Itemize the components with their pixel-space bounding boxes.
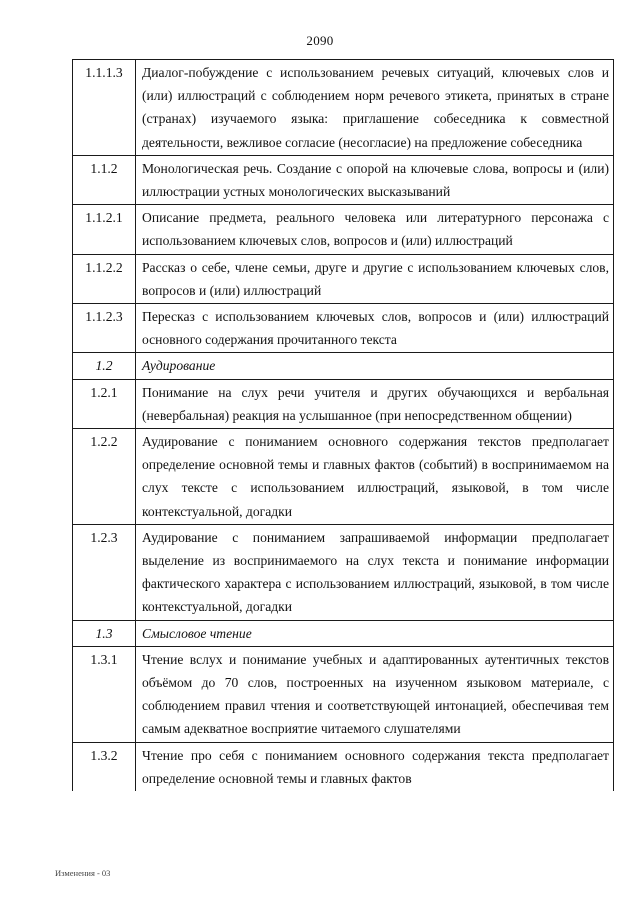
item-description: Диалог-побуждение с использованием речевых ситуаций, ключевых слов и (или) иллюстраций с соблюдением норм речевого этикета, принятых в стране (странах) изучаемого языка: приглашение собеседника к совместной деятельности, вежливое согласие (несогласие) на предложение собеседника xyxy=(136,60,614,156)
item-number: 1.3.1 xyxy=(73,646,136,742)
item-number: 1.1.1.3 xyxy=(73,60,136,156)
item-description: Чтение вслух и понимание учебных и адаптированных аутентичных текстов объёмом до 70 слов, построенных на изученном языковом материале, с соблюдением правил чтения и соответствующей интонацией, обеспечивая тем самым адекватное восприятие читаемого слушателями xyxy=(136,646,614,742)
table-row xyxy=(73,379,614,428)
table-row xyxy=(73,524,614,620)
item-number: 1.2.1 xyxy=(73,379,136,428)
section-title: Аудирование xyxy=(136,353,614,379)
page-number: 2090 xyxy=(306,33,334,48)
table-row xyxy=(73,742,614,791)
table-row xyxy=(73,646,614,742)
item-description: Описание предмета, реального человека или литературного персонажа с использованием ключевых слов, вопросов и (или) иллюстраций xyxy=(136,205,614,254)
section-header-row xyxy=(73,353,614,379)
item-number: 1.3.2 xyxy=(73,742,136,791)
section-header-row xyxy=(73,620,614,646)
table-row xyxy=(73,60,614,156)
item-description: Аудирование с пониманием основного содержания текстов предполагает определение основной темы и главных фактов (событий) в воспринимаемом на слух тексте с использованием иллюстраций, языковой, в том числе контекстуальной, догадки xyxy=(136,429,614,525)
table-body xyxy=(73,60,614,792)
table-row xyxy=(73,304,614,353)
table-row xyxy=(73,205,614,254)
item-description: Понимание на слух речи учителя и других обучающихся и вербальная (невербальная) реакция на услышанное (при непосредственном общении) xyxy=(136,379,614,428)
item-number: 1.1.2.2 xyxy=(73,254,136,303)
table-row xyxy=(73,155,614,204)
item-description: Рассказ о себе, члене семьи, друге и другие с использованием ключевых слов, вопросов и (или) иллюстраций xyxy=(136,254,614,303)
table-row xyxy=(73,254,614,303)
section-title: Смысловое чтение xyxy=(136,620,614,646)
item-number: 1.2 xyxy=(73,353,136,379)
item-number: 1.1.2 xyxy=(73,155,136,204)
item-number: 1.3 xyxy=(73,620,136,646)
table-row xyxy=(73,429,614,525)
item-number: 1.2.3 xyxy=(73,524,136,620)
item-number: 1.1.2.1 xyxy=(73,205,136,254)
curriculum-table xyxy=(72,59,614,791)
item-number: 1.1.2.3 xyxy=(73,304,136,353)
footer-revision-note: Изменения - 03 xyxy=(55,868,111,878)
item-description: Чтение про себя с пониманием основного содержания текста предполагает определение основной темы и главных фактов xyxy=(136,742,614,791)
item-description: Аудирование с пониманием запрашиваемой информации предполагает выделение из воспринимаемого на слух текста и понимание информации фактического характера с использованием иллюстраций, языковой, в том числе контекстуальной, догадки xyxy=(136,524,614,620)
item-description: Монологическая речь. Создание с опорой на ключевые слова, вопросы и (или) иллюстрации устных монологических высказываний xyxy=(136,155,614,204)
item-description: Пересказ с использованием ключевых слов, вопросов и (или) иллюстраций основного содержания прочитанного текста xyxy=(136,304,614,353)
item-number: 1.2.2 xyxy=(73,429,136,525)
